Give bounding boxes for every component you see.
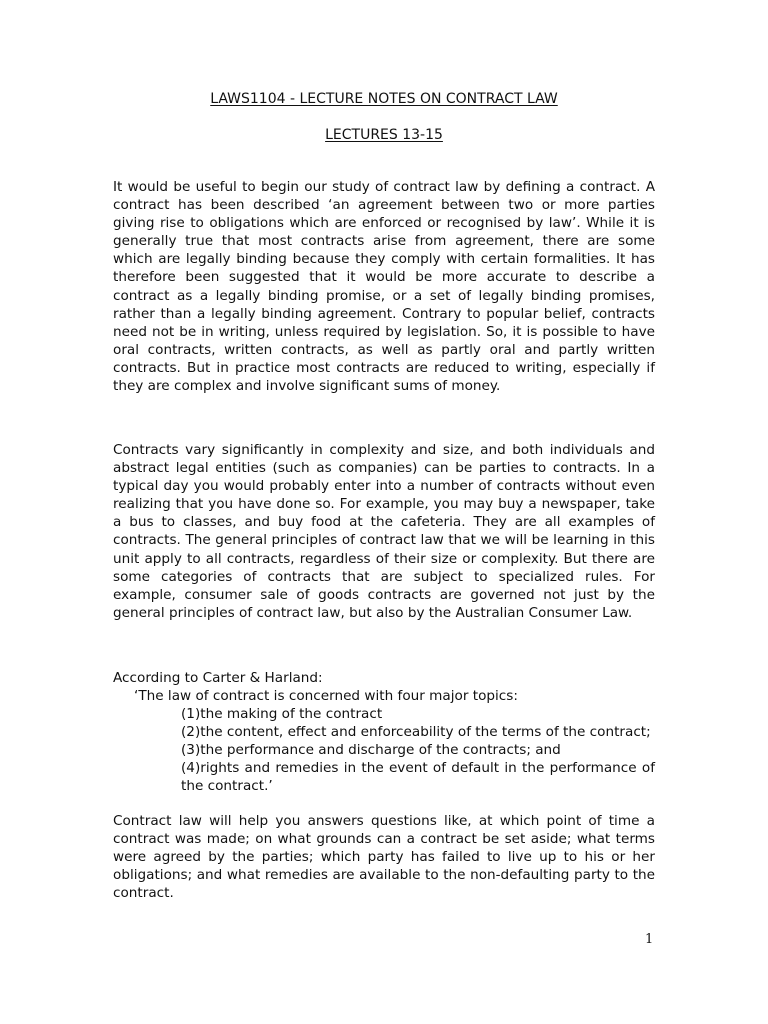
quote-opening-line: ‘The law of contract is concerned with four major topics:	[134, 688, 518, 704]
topics-list	[181, 705, 655, 795]
paragraph-definition: It would be useful to begin our study of contract law by defining a contract. A contract has been described ‘an agreement between two or more parties giving rise to obligations which are enforced or recognised by law’. While it is generally true that most contracts arise from agreement, there are some which are legally binding because they comply with certain formalities. It has therefore been suggested that it would be more accurate to describe a contract as a legally binding promise, or a set of legally binding promises, rather than a legally binding agreement. Contrary to popular belief, contracts need not be in writing, unless required by legislation. So, it is possible to have oral contracts, written contracts, as well as partly oral and partly written contracts. But in practice most contracts are reduced to writing, especially if they are complex and involve significant sums of money.	[113, 179, 655, 395]
page-number: 1	[645, 932, 654, 947]
list-item: (4)rights and remedies in the event of default in the performance of the contract.’	[181, 760, 655, 795]
list-item: (3)the performance and discharge of the contracts; and	[181, 742, 561, 759]
paragraph-closing: Contract law will help you answers questions like, at which point of time a contract was made; on what grounds can a contract be set aside; what terms were agreed by the parties; which party has failed to live up to his or her obligations; and what remedies are available to the non-defaulting party to the contract.	[113, 813, 655, 902]
quote-intro: According to Carter & Harland:	[113, 670, 323, 686]
document-subtitle: LECTURES 13-15	[325, 127, 443, 143]
document-title: LAWS1104 - LECTURE NOTES ON CONTRACT LAW	[210, 91, 558, 107]
list-item: (1)the making of the contract	[181, 706, 383, 722]
paragraph-complexity: Contracts vary significantly in complexity and size, and both individuals and abstract legal entities (such as companies) can be parties to contracts. In a typical day you would probably enter into a number of contracts without even realizing that you have done so. For example, you may buy a newspaper, take a bus to classes, and buy food at the cafeteria. They are all examples of contracts. The general principles of contract law that we will be learning in this unit apply to all contracts, regardless of their size or complexity. But there are some categories of contracts that are subject to specialized rules. For example, consumer sale of goods contracts are governed not just by the general principles of contract law, but also by the Australian Consumer Law.	[113, 442, 655, 621]
list-item: (2)the content, effect and enforceability of the terms of the contract;	[181, 724, 651, 741]
